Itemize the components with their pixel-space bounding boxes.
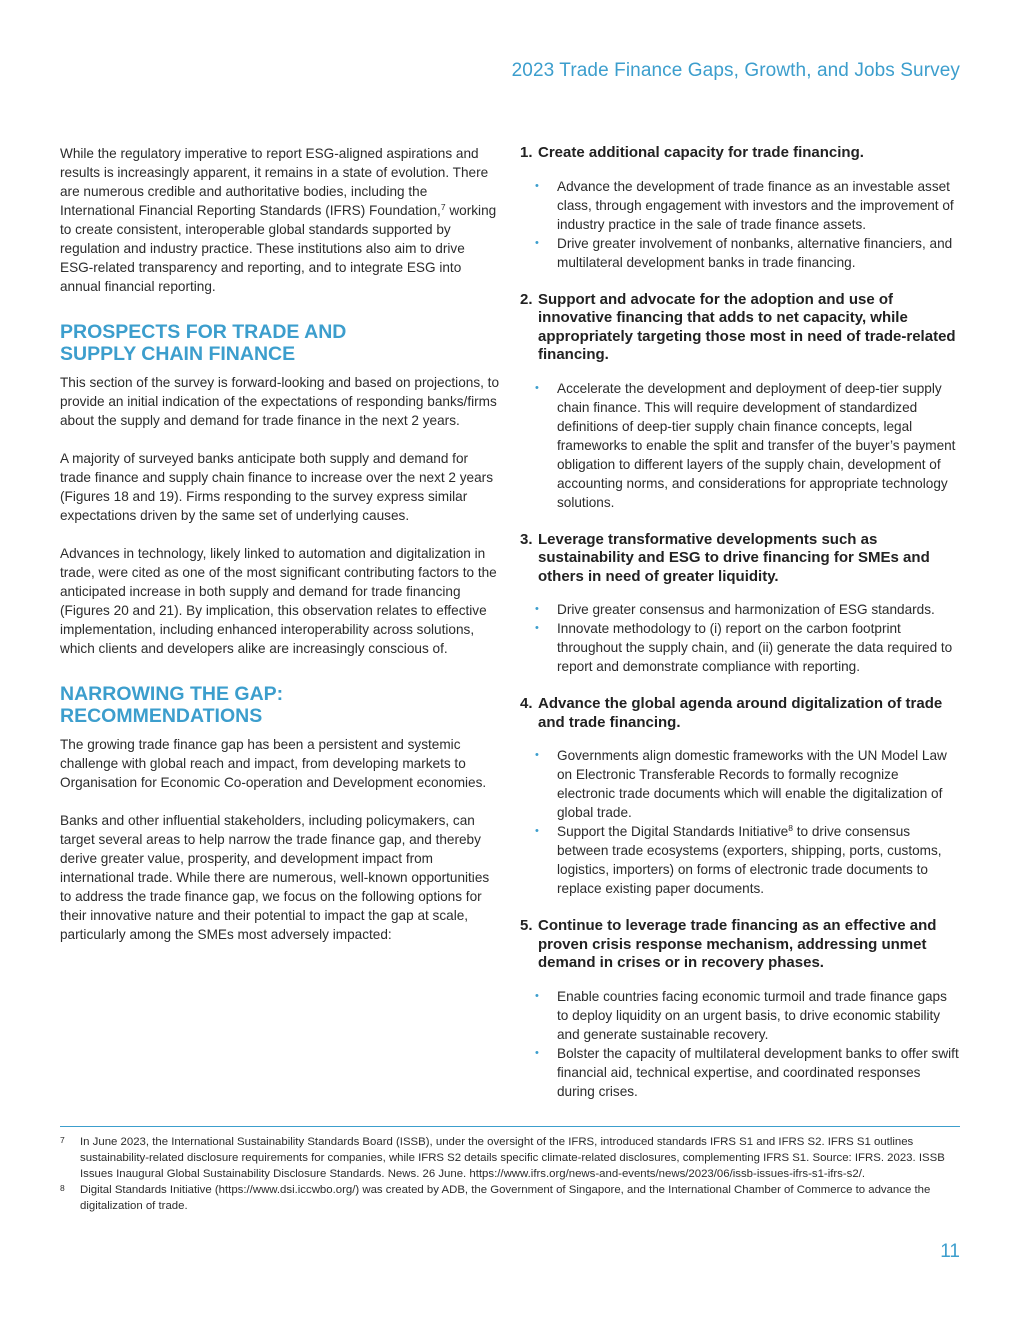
footnote-7: 7 In June 2023, the International Sustainability Standards Board (ISSB), under the oversight of the IFRS, introduced standards IFRS S1 and IFRS S2. IFRS S1 outlines sustainability-related disclosure requirements for companies, while IFRS S2 details specific climate-related disclosures, complementing IFRS S1. Source: IFRS. 2023. ISSB Issues Inaugural Global Sustainability Disclosure Standards. News. 26 June. https://www.ifrs.org/news-and-events/news/2023/06/issb-issues-ifrs-s1-ifrs-s2/. <box>60 1135 945 1180</box>
recommendation-1 <box>520 144 960 272</box>
bullet-list <box>520 746 960 898</box>
list-item: • Innovate methodology to (i) report on the carbon footprint throughout the supply chain, and (ii) generate the data required to report and demonstrate compliance with reporting. <box>535 621 953 674</box>
list-item: • Drive greater consensus and harmonization of ESG standards. <box>535 602 935 617</box>
recommendation-title: 1. Create additional capacity for trade financing. <box>520 144 864 161</box>
section-heading-recommendations: NARROWING THE GAP: RECOMMENDATIONS <box>60 683 284 727</box>
list-item: • Support the Digital Standards Initiative$^8$ to drive consensus between trade ecosystems (exporters, shipping, ports, customs, logistics, importers) on forms of electronic trade documents to replace existing paper documents. <box>535 823 942 896</box>
recommendation-title: 2. Support and advocate for the adoption and use of innovative financing that adds to net capacity, while appropriately targeting those most in need of trade-related financing. <box>520 290 956 363</box>
bullet-icon: • <box>535 825 539 837</box>
list-item: • Drive greater involvement of nonbanks, alternative financiers, and multilateral development banks in trade financing. <box>535 235 953 270</box>
running-header: 2023 Trade Finance Gaps, Growth, and Jobs Survey <box>511 60 960 81</box>
page-number: 11 <box>940 1241 960 1262</box>
footnotes <box>60 1134 960 1214</box>
section-heading-prospects: PROSPECTS FOR TRADE AND SUPPLY CHAIN FINANCE <box>60 321 347 365</box>
bullet-icon: • <box>535 603 539 615</box>
recommendation-title: 4. Advance the global agenda around digitalization of trade and trade financing. <box>520 695 943 731</box>
bullet-icon: • <box>535 622 539 634</box>
prospects-paragraph-1: This section of the survey is forward-looking and based on projections, to provide an initial indication of the expectations of responding banks/firms about the supply and demand for trade finance in the next 2 years. <box>60 375 500 428</box>
bullet-icon: • <box>535 749 539 761</box>
bullet-icon: • <box>535 236 539 249</box>
recommendation-title: 3. Leverage transformative developments such as sustainability and ESG to drive financing for SMEs and others in need of greater liquidity. <box>520 530 930 585</box>
list-item: • Advance the development of trade finance as an investable asset class, through engagement with investors and the improvement of industry practice in the sale of trade finance assets. <box>535 178 954 232</box>
recommendation-3 <box>520 531 960 677</box>
recommendations-paragraph-2: Banks and other influential stakeholders, including policymakers, can target several areas to help narrow the trade finance gap, and thereby derive greater value, prosperity, and development impact from international trade. While there are numerous, well-known opportunities to address the trade finance gap, we focus on the following options for their innovative nature and their potential to impact the gap at scale, particularly among the SMEs most adversely impacted: <box>60 813 490 942</box>
list-item: • Governments align domestic frameworks with the UN Model Law on Electronic Transferable Records to formally recognize electronic trade documents which will enable the digitalization of global trade. <box>535 748 947 820</box>
right-column <box>520 144 960 1120</box>
footnote-8: 8 Digital Standards Initiative (https://www.dsi.iccwbo.org/) was created by ADB, the Government of Singapore, and the International Chamber of Commerce to advance the digitalization of trade. <box>60 1183 931 1212</box>
recommendation-5 <box>520 917 960 1101</box>
bullet-icon: • <box>535 179 539 192</box>
list-item: • Bolster the capacity of multilateral development banks to offer swift financial aid, technical expertise, and coordinated responses during crises. <box>535 1045 959 1099</box>
left-column <box>60 144 500 963</box>
intro-paragraph: While the regulatory imperative to report ESG-aligned aspirations and results is increasingly apparent, it remains in a state of evolution. There are numerous credible and authoritative bodies, including the International Financial Reporting Standards (IFRS) Foundation,$^7$ working to create consistent, interoperable global standards supported by regulation and industry practice. These institutions also aim to drive ESG-related transparency and reporting, and to integrate ESG into annual financial reporting. <box>60 146 497 294</box>
recommendations-paragraph-1: The growing trade finance gap has been a persistent and systemic challenge with global reach and impact, from developing markets to Organisation for Economic Co-operation and Development economies. <box>60 737 487 790</box>
bullet-list <box>520 987 960 1101</box>
list-item: • Accelerate the development and deployment of deep-tier supply chain finance. This will require development of standardized definitions of deep-tier supply chain finance concepts, legal frameworks to enable the split and transfer of the buyer’s payment obligation to different layers of the supply chain, development of accounting norms, and considerations for appropriate technology solutions. <box>535 380 956 510</box>
footnote-ref-7[interactable]: 7 <box>440 202 446 212</box>
bullet-icon: • <box>535 381 539 394</box>
footnote-ref-8[interactable]: 8 <box>788 823 793 833</box>
list-item: • Enable countries facing economic turmoil and trade finance gaps to deploy liquidity on an urgent basis, to drive economic stability and generate sustainable recovery. <box>535 988 947 1042</box>
bullet-icon: • <box>535 1046 539 1059</box>
recommendation-4 <box>520 695 960 898</box>
bullet-list <box>520 177 960 272</box>
bullet-list <box>520 379 960 512</box>
bullet-icon: • <box>535 989 539 1002</box>
bullet-list <box>520 600 960 676</box>
recommendation-title: 5. Continue to leverage trade financing as an effective and proven crisis response mechanism, addressing unmet demand in crises or in recovery phases. <box>520 917 937 971</box>
prospects-paragraph-2: A majority of surveyed banks anticipate both supply and demand for trade finance and supply chain finance to increase over the next 2 years (Figures 18 and 19). Firms responding to the survey express similar expectations driven by the same set of underlying causes. <box>60 451 494 523</box>
recommendation-2 <box>520 291 960 512</box>
footnote-divider <box>60 1126 960 1127</box>
prospects-paragraph-3: Advances in technology, likely linked to automation and digitalization in trade, were cited as one of the most significant contributing factors to the anticipated increase in both supply and demand for trade financing (Figures 20 and 21). By implication, this observation relates to effective implementation, including enhanced interoperability across solutions, which clients and developers alike are increasingly conscious of. <box>60 546 497 656</box>
